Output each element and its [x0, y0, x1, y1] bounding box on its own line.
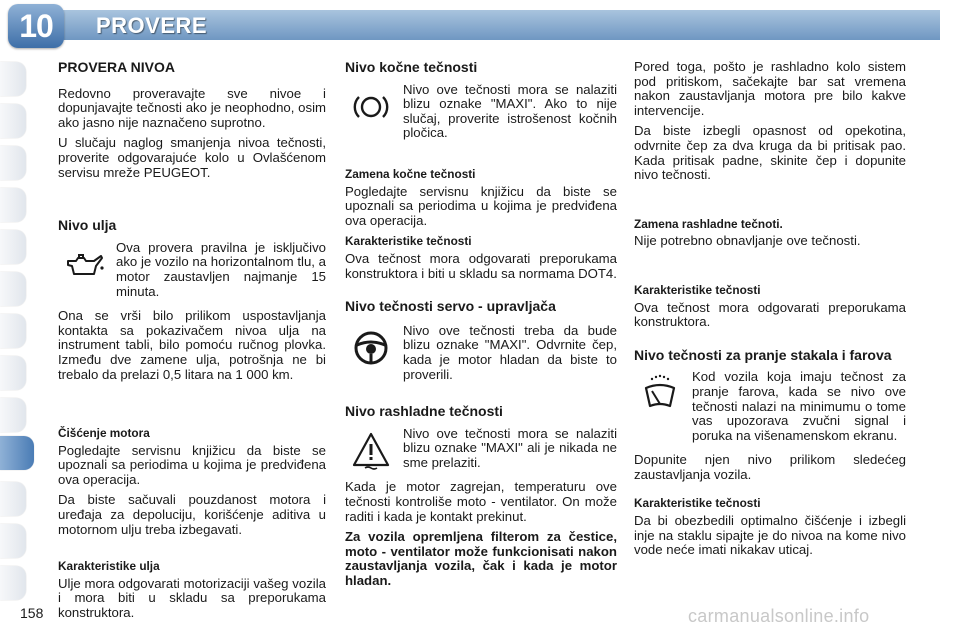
engine-cleaning-paragraph: Pogledajte servisnu knjižicu da biste se upoznali sa periodima u kojima je predviđena ova operacija.	[58, 442, 326, 487]
washer-note-text: Kod vozila koja imaju tečnost za pranje farova, kada se nivo ove tečnosti nalazi na minimumu o tome vas upozorava zvučni signal i poruka na višenamenskom ekranu.	[692, 369, 906, 443]
brake-change-paragraph: Pogledajte servisnu knjižicu da biste se upoznali sa periodima u kojima je predviđena ova operacija.	[345, 183, 617, 228]
brake-note-text: Nivo ove tečnosti mora se nalaziti blizu oznake "MAXI". Ako to nije slučaj, proverite istrošenost kočnih pločica.	[403, 81, 617, 141]
windscreen-washer-icon	[634, 370, 686, 418]
coolant-warning-icon	[345, 427, 397, 475]
coolant-change-paragraph: Nije potrebno obnavljanje ove tečnosti.	[634, 233, 861, 249]
coolant-warning-paragraph: Za vozila opremljena filterom za čestice, moto - ventilator može funkcionisati nakon zaustavljanja vozila, čak i kada je motor hladan.	[345, 529, 617, 589]
coolant-paragraph: Kada je motor zagrejan, temperaturu ove tečnosti kontroliše moto - ventilator. On može raditi i kada je kontakt prekinut.	[345, 479, 617, 524]
page-number: 158	[20, 605, 44, 621]
intro-paragraph: Redovno proveravajte sve nivoe i dopunjavajte tečnosti ako je neophodno, osim ako jasno nije naznačeno suprotno.	[58, 85, 326, 130]
brake-warning-icon	[345, 83, 397, 131]
section-title: PROVERA NIVOA	[58, 59, 175, 75]
washer-paragraph: Dopunite njen nivo prilikom sledećeg zaustavljanja vozila.	[634, 452, 906, 482]
coolant-heading: Nivo rashladne tečnosti	[345, 403, 503, 420]
coolant-spec-heading: Karakteristike tečnosti	[634, 282, 761, 297]
chapter-tab[interactable]	[0, 482, 26, 516]
chapter-tab[interactable]	[0, 188, 26, 222]
oil-can-icon	[58, 241, 110, 289]
chapter-tab[interactable]	[0, 356, 26, 390]
column-1	[58, 60, 326, 627]
servo-note-text: Nivo ove tečnosti treba da bude blizu oznake "MAXI". Odvrnite čep, kada je motor hladan da biste to proverili.	[403, 322, 617, 382]
washer-spec-paragraph: Da bi obezbedili optimalno čišćenje i izbegli inje na staklu sipajte je do nivoa na kome nivo vode neće imati nikakav uticaj.	[634, 513, 906, 558]
coolant-continued-paragraph: Pored toga, pošto je rashladno kolo sistem pod pritiskom, sačekajte bar sat vremena nakon zaustavljanja motora pre bilo kakve intervencije.	[634, 59, 906, 118]
brake-spec-heading: Karakteristike tečnosti	[345, 234, 472, 249]
chapter-tab-rail	[0, 52, 30, 612]
washer-spec-heading: Karakteristike tečnosti	[634, 496, 761, 511]
chapter-tab[interactable]	[0, 62, 26, 96]
chapter-tab[interactable]	[0, 398, 26, 432]
chapter-tab[interactable]	[0, 104, 26, 138]
brake-spec-paragraph: Ova tečnost mora odgovarati preporukama konstruktora i biti u skladu sa normama DOT4.	[345, 250, 617, 281]
intro-paragraph: U slučaju naglog smanjenja nivoa tečnosti, proverite odgovarajuće kolo u Ovlašćenom servisu mreže PEUGEOT.	[58, 135, 326, 180]
chapter-tab[interactable]	[0, 566, 26, 600]
steering-wheel-icon	[345, 324, 397, 372]
washer-note	[634, 370, 906, 449]
chapter-tab-active[interactable]	[0, 436, 34, 470]
coolant-continued-paragraph: Da biste izbegli opasnost od opekotina, odvrnite čep za dva kruga da bi pritisak pao. Kada pritisak padne, skinite čep i dopunite nivo tečnosti.	[634, 123, 906, 183]
coolant-change-heading: Zamena rashladne tečnoti.	[634, 216, 783, 231]
chapter-tab[interactable]	[0, 230, 26, 264]
power-steering-heading: Nivo tečnosti servo - upravljača	[345, 298, 556, 315]
chapter-tab[interactable]	[0, 314, 26, 348]
column-2	[345, 60, 617, 589]
coolant-spec-paragraph: Ova tečnost mora odgovarati preporukama konstruktora.	[634, 299, 906, 330]
engine-cleaning-heading: Čišćenje motora	[58, 426, 150, 441]
column-3	[634, 60, 906, 564]
brake-fluid-heading: Nivo kočne tečnosti	[345, 59, 478, 75]
oil-note-text: Ova provera pravilna je isključivo ako je vozilo na horizontalnom tlu, a motor zaustavljen najmanje 15 minuta.	[116, 239, 326, 299]
coolant-note	[345, 427, 617, 477]
washer-fluid-heading: Nivo tečnosti za pranje stakala i farova	[634, 346, 892, 363]
brake-note	[345, 83, 617, 147]
watermark: carmanualsonline.info	[688, 606, 870, 626]
chapter-title: PROVERE	[96, 13, 208, 38]
chapter-tab[interactable]	[0, 524, 26, 558]
brake-change-heading: Zamena kočne tečnosti	[345, 166, 476, 181]
oil-spec-paragraph: Ulje mora odgovarati motorizaciji vašeg vozila i mora biti u skladu sa preporukama konstruktora.	[58, 575, 326, 621]
page-header	[0, 0, 960, 48]
oil-paragraph: Ona se vrši bilo prilikom uspostavljanja kontakta sa pokazivačem nivoa ulja na instrument tabli, bilo pomoću ručnog plovka. Između dve zamene ulja, potrošnja ne bi trebalo da prelazi 0,5 litara na 1 000 km.	[58, 308, 326, 382]
chapter-tab[interactable]	[0, 146, 26, 180]
oil-spec-heading: Karakteristike ulja	[58, 559, 160, 574]
coolant-note-text: Nivo ove tečnosti mora se nalaziti blizu oznake "MAXI" ali je nikada ne sme prelaziti.	[403, 425, 617, 470]
engine-cleaning-paragraph: Da biste sačuvali pouzdanost motora i uređaja za depoluciju, korišćenje aditiva u motornom ulju treba izbegavati.	[58, 492, 326, 537]
oil-level-heading: Nivo ulja	[58, 217, 117, 234]
chapter-number-badge: 10	[8, 4, 64, 48]
chapter-tab[interactable]	[0, 272, 26, 306]
oil-note	[58, 241, 326, 305]
servo-note	[345, 324, 617, 388]
